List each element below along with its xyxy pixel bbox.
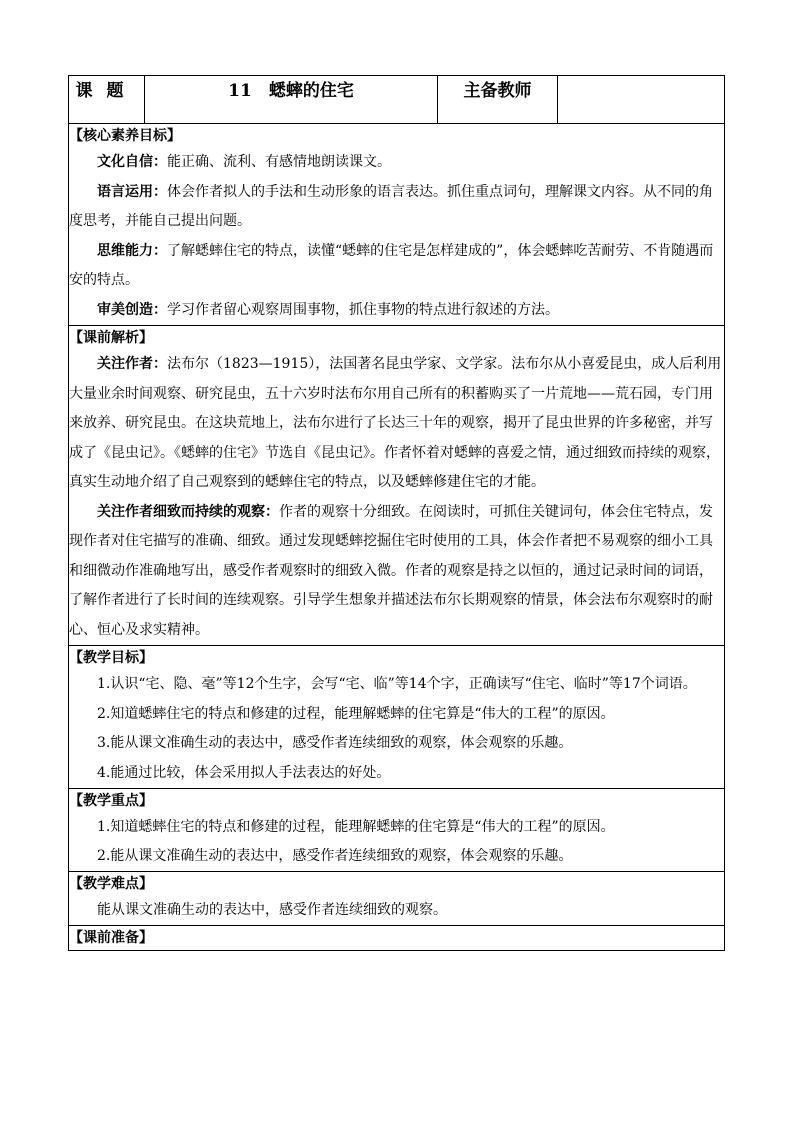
teaching-goal-item: 4.能通过比较，体会采用拟人手法表达的好处。 xyxy=(97,764,391,781)
preparation-heading: 【课前准备】 xyxy=(69,930,153,946)
difficulties-heading: 【教学难点】 xyxy=(69,876,153,892)
teaching-goals-section xyxy=(69,646,725,789)
core-goal-item: 思维能力：了解蟋蟀住宅的特点，读懂“蟋蟀的住宅是怎样建成的”，体会蟋蟀吃苦耐劳、不肯随遇而安的特点。 xyxy=(69,242,714,288)
core-goals-section xyxy=(69,124,725,326)
key-points-heading: 【教学重点】 xyxy=(69,793,153,809)
lesson-plan-document xyxy=(68,75,724,951)
key-point-item: 2.能从课文准确生动的表达中，感受作者连续细致的观察，体会观察的乐趣。 xyxy=(97,848,573,864)
teaching-goal-item: 1.认识“宅、隐、毫”等12个生字，会写“宅、临”等14个字，正确读写“住宅、临时”等17个词语。 xyxy=(97,676,697,692)
key-points-section xyxy=(69,789,725,872)
core-goals-heading: 【核心素养目标】 xyxy=(69,128,181,144)
pre-analysis-section xyxy=(69,326,725,646)
core-goal-item: 审美创造：学习作者留心观察周围事物，抓住事物的特点进行叙述的方法。 xyxy=(97,301,559,318)
preparation-section xyxy=(69,926,725,951)
header-row xyxy=(69,76,725,124)
difficulties-section xyxy=(69,872,725,926)
key-point-item: 1.知道蟋蟀住宅的特点和修建的过程，能理解蟋蟀的住宅算是“伟大的工程”的原因。 xyxy=(97,819,615,835)
teaching-goal-item: 3.能从课文准确生动的表达中，感受作者连续细致的观察，体会观察的乐趣。 xyxy=(97,735,573,751)
core-goal-item: 语言运用：体会作者拟人的手法和生动形象的语言表达。抓住重点词句，理解课文内容。从不同的角度思考，并能自己提出问题。 xyxy=(69,183,713,229)
lesson-plan-table xyxy=(68,75,725,951)
teacher-label: 主备教师 xyxy=(438,76,558,124)
pre-analysis-item: 关注作者细致而持续的观察：作者的观察十分细致。在阅读时，可抓住关键词句，体会住宅特点，发现作者对住宅描写的准确、细致。通过发现蟋蟀挖掘住宅时使用的工具，体会作者把不易观察的细小工具和细微动作准确地写出，感受作者观察时的细致入微。作者的观察是持之以恒的，通过记录时间的词语，了解作者进行了长时间的连续观察。引导学生想象并描述法布尔长期观察的情景，体会法布尔观察时的耐心、恒心及求实精神。 xyxy=(69,503,713,638)
teacher-name xyxy=(558,76,725,124)
pre-analysis-heading: 【课前解析】 xyxy=(69,330,153,346)
topic-label: 课题 xyxy=(69,76,145,124)
core-goal-item: 文化自信：能正确、流利、有感情地朗读课文。 xyxy=(97,154,391,170)
pre-analysis-item: 关注作者：法布尔（1823—1915），法国著名昆虫学家、文学家。法布尔从小喜爱昆虫，成人后利用大量业余时间观察、研究昆虫，五十六岁时法布尔用自己所有的积蓄购买了一片荒地——荒石园，专门用来放养、研究昆虫。在这块荒地上，法布尔进行了长达三十年的观察，揭开了昆虫世界的许多秘密，并写成了《昆虫记》。《蟋蟀的住宅》节选自《昆虫记》。作者怀着对蟋蟀的喜爱之情，通过细致而持续的观察，真实生动地介绍了自己观察到的蟋蟀住宅的特点，以及蟋蟀修建住宅的才能。 xyxy=(69,356,722,490)
difficulty-item: 能从课文准确生动的表达中，感受作者连续细致的观察。 xyxy=(97,902,447,918)
teaching-goal-item: 2.知道蟋蟀住宅的特点和修建的过程，能理解蟋蟀的住宅算是“伟大的工程”的原因。 xyxy=(97,705,615,722)
teaching-goals-heading: 【教学目标】 xyxy=(69,650,153,666)
lesson-title: 11 蟋蟀的住宅 xyxy=(145,76,438,124)
